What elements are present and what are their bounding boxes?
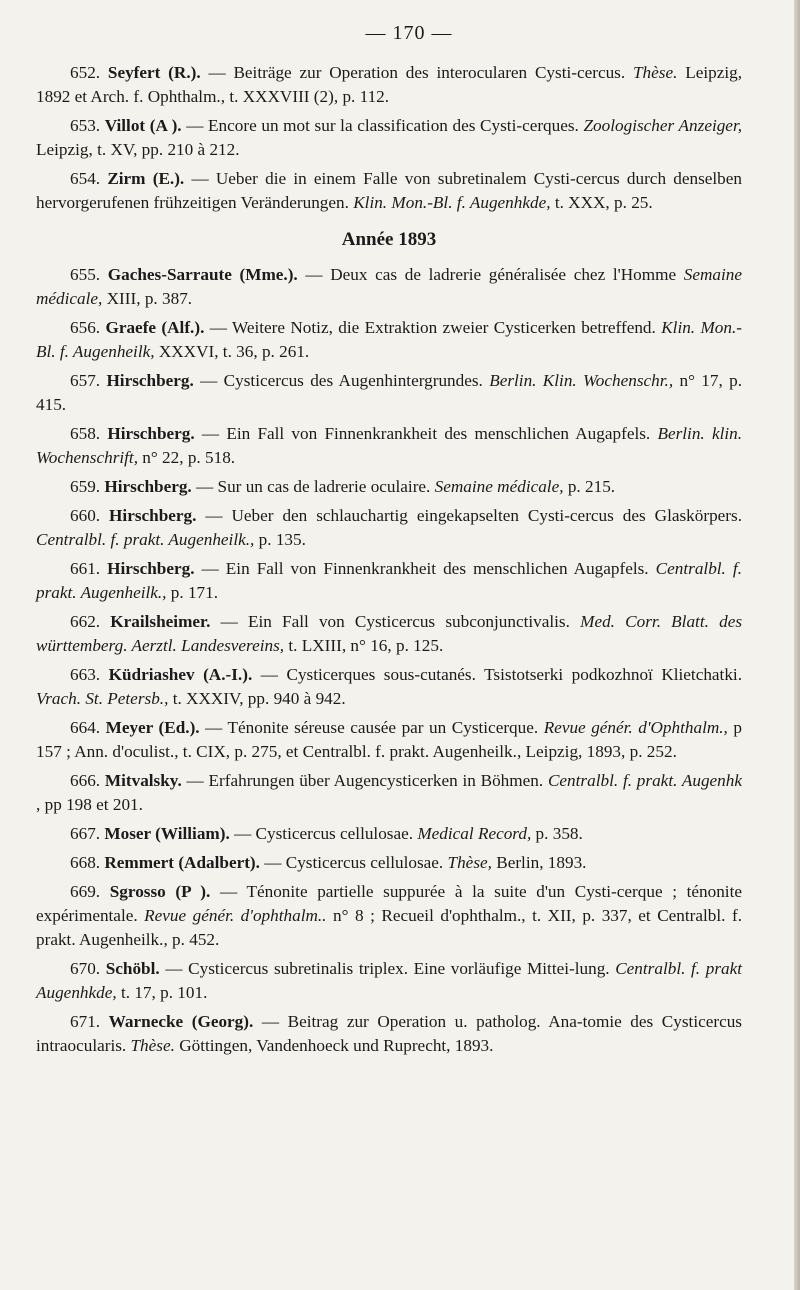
- entry-author: Mitvalsky.: [104, 771, 182, 790]
- entry-text: — Ein Fall von Finnenkrankheit des menschlichen Augapfels.: [194, 424, 658, 443]
- page-number: — 170 —: [365, 22, 453, 44]
- entry-source: Thèse.: [632, 63, 678, 82]
- bibliography-entry: [36, 61, 742, 109]
- entry-text: — Ueber die in einem Falle von subretinalem Cysti-cercus durch denselben hervorgerufenen frühzeitigen Veränderungen.: [36, 169, 742, 212]
- entry-number: 671.: [70, 1012, 109, 1031]
- entry-source: Thèse.: [130, 1036, 175, 1055]
- entry-text: — Cysticercus cellulosae.: [259, 853, 448, 872]
- entry-author: Schöbl.: [105, 959, 160, 978]
- entry-text: — Beiträge zur Operation des interocularen Cysti-cercus.: [200, 63, 633, 82]
- entry-number: 654.: [70, 169, 108, 188]
- entry-text: — Ein Fall von Cysticercus subconjunctivalis.: [210, 612, 581, 631]
- entry-number: 656.: [70, 318, 106, 337]
- entry-source: Revue génér. d'ophthalm..: [144, 906, 327, 925]
- entry-author: Küdriashev (A.-I.).: [108, 665, 253, 684]
- entry-number: 664.: [70, 718, 106, 737]
- entry-author: Seyfert (R.).: [107, 63, 201, 82]
- entry-source: Centralbl. f. prakt. Augenhk: [547, 771, 743, 790]
- entry-author: Gaches-Sarraute (Mme.).: [107, 265, 298, 284]
- bibliography-entry: [36, 880, 742, 952]
- entry-text: — Cysticercus des Augenhintergrundes.: [193, 371, 490, 390]
- bibliography-entry: [36, 769, 742, 817]
- bibliography-entry: [36, 663, 742, 711]
- entry-author: Villot (A ).: [104, 116, 182, 135]
- entry-details: n° 8 ; Recueil d'ophthalm., t. XII, p. 337, et Centralbl. f. prakt. Augenheilk., p. 452.: [36, 906, 742, 949]
- entry-text: — Cysticerques sous-cutanés. Tsistotserki podkozhnoï Klietchatki.: [252, 665, 742, 684]
- entry-author: Hirschberg.: [109, 506, 197, 525]
- entry-source: Zoologischer Anzeiger,: [583, 116, 743, 135]
- bibliography-entry: [36, 716, 742, 764]
- entry-source: Medical Record,: [417, 824, 532, 843]
- entry-author: Remmert (Adalbert).: [104, 853, 260, 872]
- bibliography-entry: [36, 422, 742, 470]
- entry-number: 655.: [70, 265, 108, 284]
- entry-number: 653.: [70, 116, 105, 135]
- entry-number: 670.: [70, 959, 106, 978]
- entry-source: Revue génér. d'Ophthalm.,: [543, 718, 728, 737]
- bibliography-entry: [36, 504, 742, 552]
- entry-source: Berlin. klin. Wochenschrift,: [36, 424, 743, 467]
- bibliography-entry: [36, 263, 742, 311]
- entry-number: 669.: [70, 882, 110, 901]
- entry-author: Warnecke (Georg).: [108, 1012, 254, 1031]
- entry-author: Moser (William).: [104, 824, 230, 843]
- bibliography-entry: [36, 167, 742, 215]
- entry-text: — Ténonite partielle suppurée à la suite d'un Cysti-cerque ; ténonite expérimentale.: [36, 882, 742, 925]
- entry-number: 659.: [70, 477, 105, 496]
- entry-details: XXXVI, t. 36, p. 261.: [154, 342, 310, 361]
- entry-details: n° 22, p. 518.: [138, 448, 236, 467]
- entry-number: 663.: [70, 665, 109, 684]
- entry-details: n° 17, p. 415.: [36, 371, 743, 414]
- bibliography-entry: [36, 822, 742, 846]
- entry-author: Hirschberg.: [104, 477, 192, 496]
- entries-1892: [36, 61, 742, 215]
- entry-number: 661.: [70, 559, 108, 578]
- entries-1893: [36, 263, 742, 1058]
- entry-details: XIII, p. 387.: [102, 289, 193, 308]
- entry-details: p. 215.: [563, 477, 616, 496]
- entry-text: — Encore un mot sur la classification des Cysti-cerques.: [181, 116, 584, 135]
- bibliography-entry: [36, 114, 742, 162]
- entry-source: Vrach. St. Petersb.,: [36, 689, 169, 708]
- entry-author: Hirschberg.: [106, 371, 194, 390]
- entry-text: — Sur un cas de ladrerie oculaire.: [191, 477, 435, 496]
- entry-number: 658.: [70, 424, 108, 443]
- entry-details: p 157 ; Ann. d'oculist., t. CIX, p. 275, et Centralbl. f. prakt. Augenheilk., Leipzig, 1893, p. 252.: [36, 718, 742, 761]
- entry-details: p. 135.: [254, 530, 306, 549]
- entry-author: Zirm (E.).: [107, 169, 185, 188]
- page-edge: [794, 0, 800, 1290]
- entry-text: — Cysticercus subretinalis triplex. Eine vorläufige Mittei-lung.: [159, 959, 616, 978]
- entry-text: — Cysticercus cellulosae.: [229, 824, 418, 843]
- entry-text: — Beitrag zur Operation u. patholog. Ana-tomie des Cysticercus intraocularis.: [36, 1012, 742, 1055]
- entry-text: — Ténonite séreuse causée par un Cysticerque.: [199, 718, 544, 737]
- bibliography-entry: [36, 957, 742, 1005]
- bibliography-entry: [36, 369, 742, 417]
- entry-source: Semaine médicale,: [36, 265, 742, 308]
- entry-author: Krailsheimer.: [110, 612, 211, 631]
- entry-text: — Erfahrungen über Augencysticerken in Böhmen.: [181, 771, 548, 790]
- entry-text: — Deux cas de ladrerie généralisée chez l'Homme: [297, 265, 684, 284]
- entry-details: Göttingen, Vandenhoeck und Ruprecht, 1893.: [174, 1036, 494, 1055]
- bibliography-entry: [36, 610, 742, 658]
- entry-source: Centralbl. f. prakt Augenhkde,: [36, 959, 743, 1002]
- entry-source: Med. Corr. Blatt. des württemberg. Aerztl. Landesvereins,: [36, 612, 743, 655]
- bibliography-entry: [36, 557, 742, 605]
- bibliography-entry: [36, 316, 742, 364]
- entry-number: 662.: [70, 612, 111, 631]
- entry-details: t. XXX, p. 25.: [550, 193, 653, 212]
- entry-details: p. 358.: [531, 824, 583, 843]
- entry-details: t. XXXIV, pp. 940 à 942.: [168, 689, 346, 708]
- entry-text: — Ein Fall von Finnenkrankheit des menschlichen Augapfels.: [194, 559, 656, 578]
- entry-details: , pp 198 et 201.: [36, 795, 143, 814]
- entry-author: Sgrosso (P ).: [109, 882, 211, 901]
- year-heading: Année 1893: [341, 229, 437, 250]
- entry-source: Centralbl. f. prakt. Augenheilk.,: [36, 559, 742, 602]
- entry-author: Hirschberg.: [107, 559, 195, 578]
- entry-number: 657.: [70, 371, 107, 390]
- entry-details: p. 171.: [166, 583, 219, 602]
- entry-number: 668.: [70, 853, 105, 872]
- entry-number: 666.: [70, 771, 105, 790]
- entry-details: t. LXIII, n° 16, p. 125.: [284, 636, 444, 655]
- entry-text: — Weitere Notiz, die Extraktion zweier Cysticerken betreffend.: [204, 318, 662, 337]
- entry-author: Graefe (Alf.).: [105, 318, 205, 337]
- entry-source: Thèse,: [447, 853, 492, 872]
- entry-details: Leipzig, t. XV, pp. 210 à 212.: [36, 140, 240, 159]
- entry-text: — Ueber den schlauchartig eingekapselten Cysti-cercus des Glaskörpers.: [196, 506, 743, 525]
- entry-number: 660.: [70, 506, 110, 525]
- entry-details: Berlin, 1893.: [491, 853, 587, 872]
- bibliography-entry: [36, 851, 742, 875]
- bibliography-entry: [36, 475, 742, 499]
- entry-source: Semaine médicale,: [434, 477, 564, 496]
- entry-source: Klin. Mon.-Bl. f. Augenhkde,: [353, 193, 551, 212]
- entry-details: Leipzig, 1892 et Arch. f. Ophthalm., t. XXXVIII (2), p. 112.: [36, 63, 742, 106]
- entry-number: 667.: [70, 824, 105, 843]
- entry-details: t. 17, p. 101.: [116, 983, 208, 1002]
- entry-author: Meyer (Ed.).: [105, 718, 200, 737]
- entry-source: Klin. Mon.-Bl. f. Augenheilk,: [36, 318, 743, 361]
- entry-number: 652.: [70, 63, 108, 82]
- bibliography-entry: [36, 1010, 742, 1058]
- entry-author: Hirschberg.: [107, 424, 195, 443]
- entry-source: Centralbl. f. prakt. Augenheilk.,: [36, 530, 255, 549]
- entry-source: Berlin. Klin. Wochenschr.,: [489, 371, 674, 390]
